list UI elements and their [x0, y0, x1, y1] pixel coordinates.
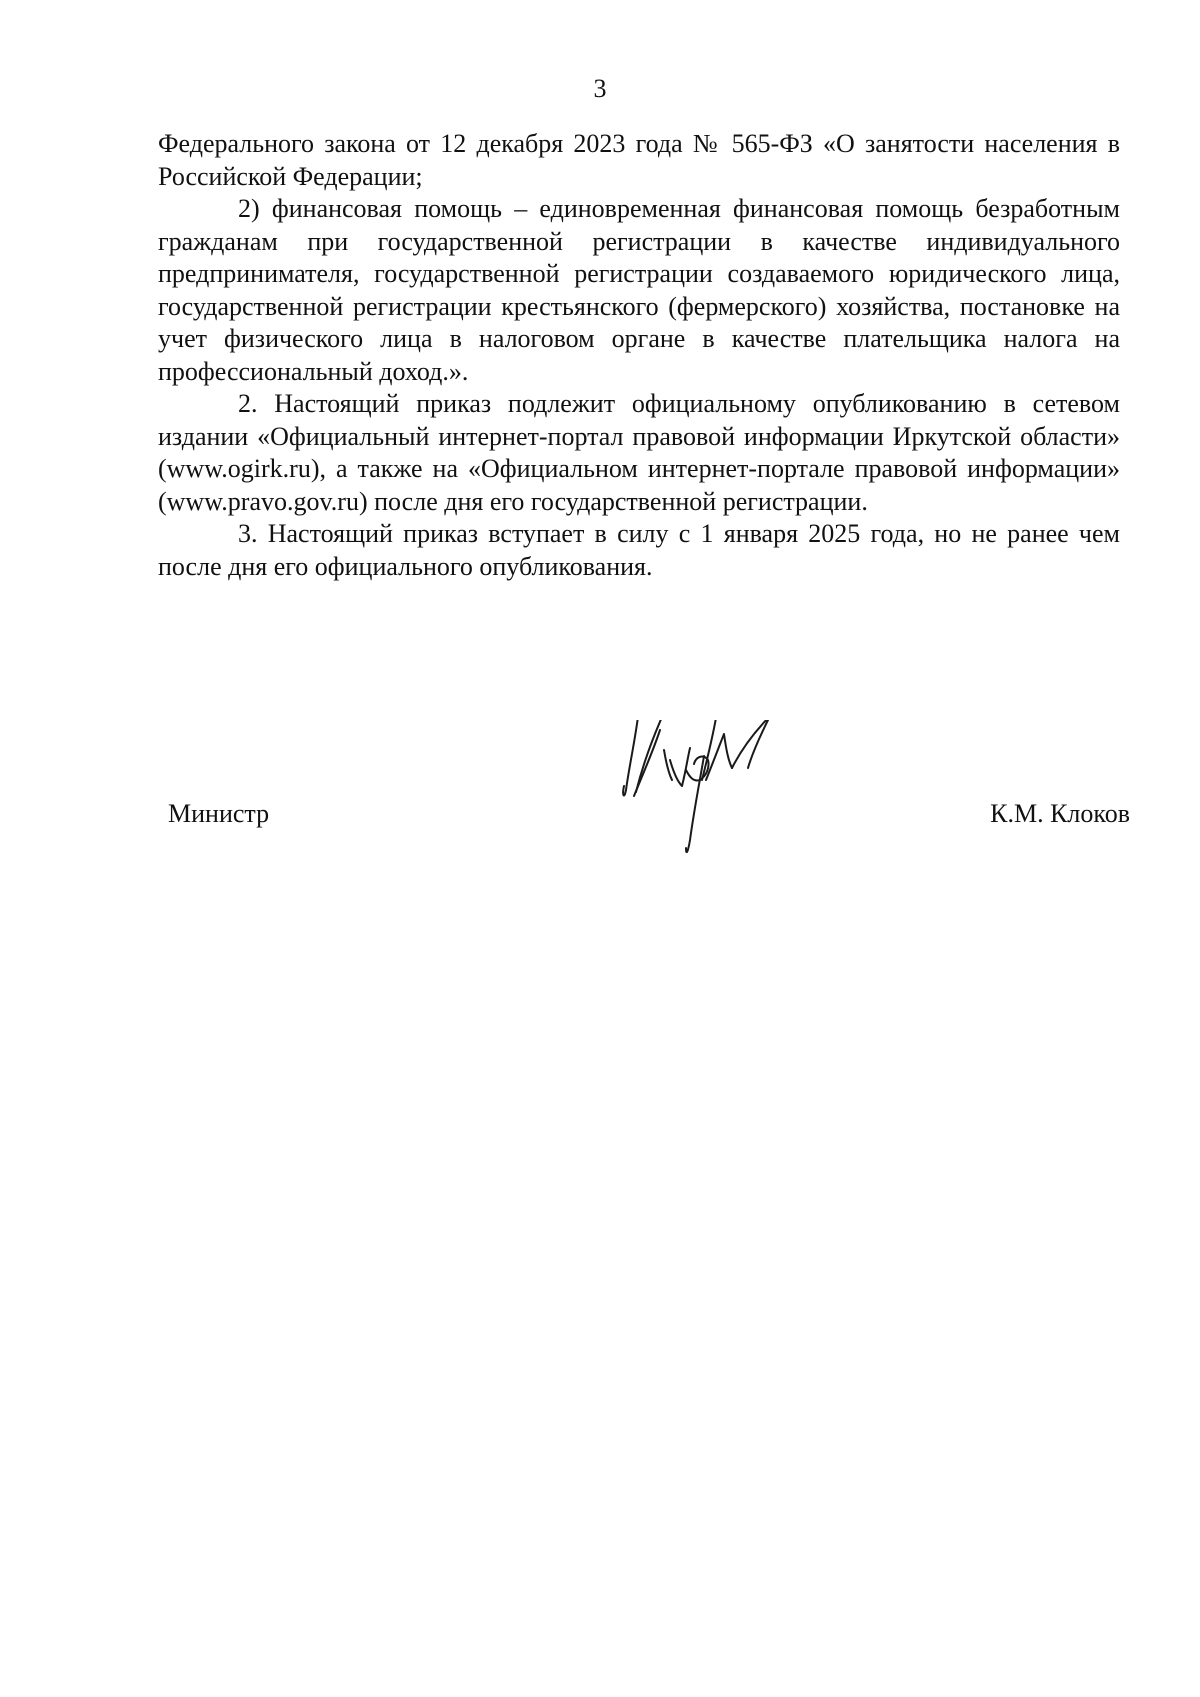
document-body: [158, 128, 1120, 583]
paragraph-financial-aid-definition: 2) финансовая помощь – единовременная финансовая помощь безработным гражданам при государственной регистрации в качестве индивидуального предпринимателя, государственной регистрации создаваемого юридического лица, государственной регистрации крестьянского (фермерского) хозяйства, постановке на учет физического лица в налоговом органе в качестве плательщика налога на профессиональный доход.».: [158, 194, 1120, 386]
paragraph-effective-date: 3. Настоящий приказ вступает в силу с 1 января 2025 года, но не ранее чем после дня его официального опубликования.: [158, 519, 1120, 581]
signer-name: К.М. Клоков: [990, 799, 1130, 828]
page-number: 3: [593, 74, 607, 103]
paragraph-law-reference: Федерального закона от 12 декабря 2023 года № 565-ФЗ «О занятости населения в Российской Федерации;: [158, 129, 1120, 191]
paragraph-publication: 2. Настоящий приказ подлежит официальному опубликованию в сетевом издании «Официальный интернет-портал правовой информации Иркутской области» (www.ogirk.ru), а также на «Официальном интернет-портале правовой информации» (www.pravo.gov.ru) после дня его государственной регистрации.: [158, 389, 1120, 516]
signer-position: Министр: [168, 799, 270, 828]
handwritten-signature: [620, 720, 880, 880]
signature-block: [0, 720, 1200, 880]
